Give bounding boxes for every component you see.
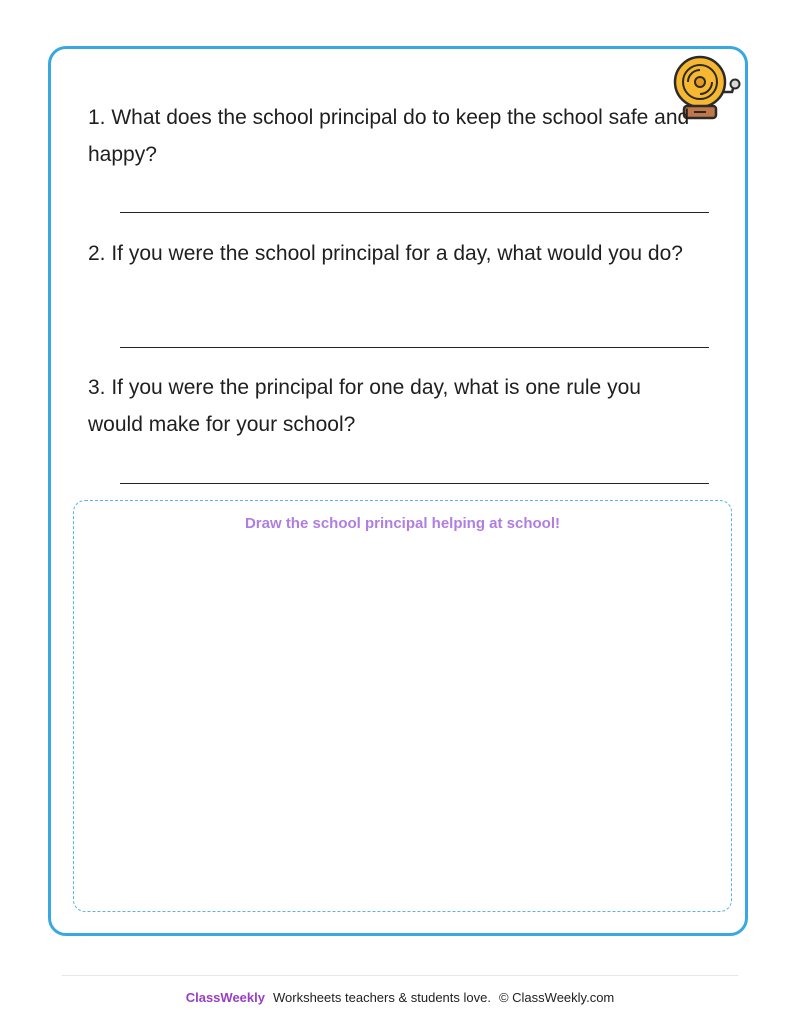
drawing-area[interactable] (73, 500, 732, 912)
question-1: 1. What does the school principal do to keep the school safe and happy? (88, 106, 690, 166)
answer-line-2[interactable] (120, 347, 709, 348)
footer-brand[interactable]: ClassWeekly (185, 990, 265, 1005)
footer (0, 990, 800, 1005)
footer-tagline: Worksheets teachers & students love. (272, 990, 491, 1005)
drawing-prompt: Draw the school principal helping at school! (244, 515, 561, 532)
answer-line-1[interactable] (120, 212, 709, 213)
answer-line-3[interactable] (120, 483, 709, 484)
footer-divider (62, 975, 738, 976)
question-3: 3. If you were the principal for one day, what is one rule you would make for your school? (88, 376, 641, 436)
footer-copyright: © ClassWeekly.com (498, 990, 615, 1005)
question-2: 2. If you were the school principal for a day, what would you do? (88, 242, 683, 265)
